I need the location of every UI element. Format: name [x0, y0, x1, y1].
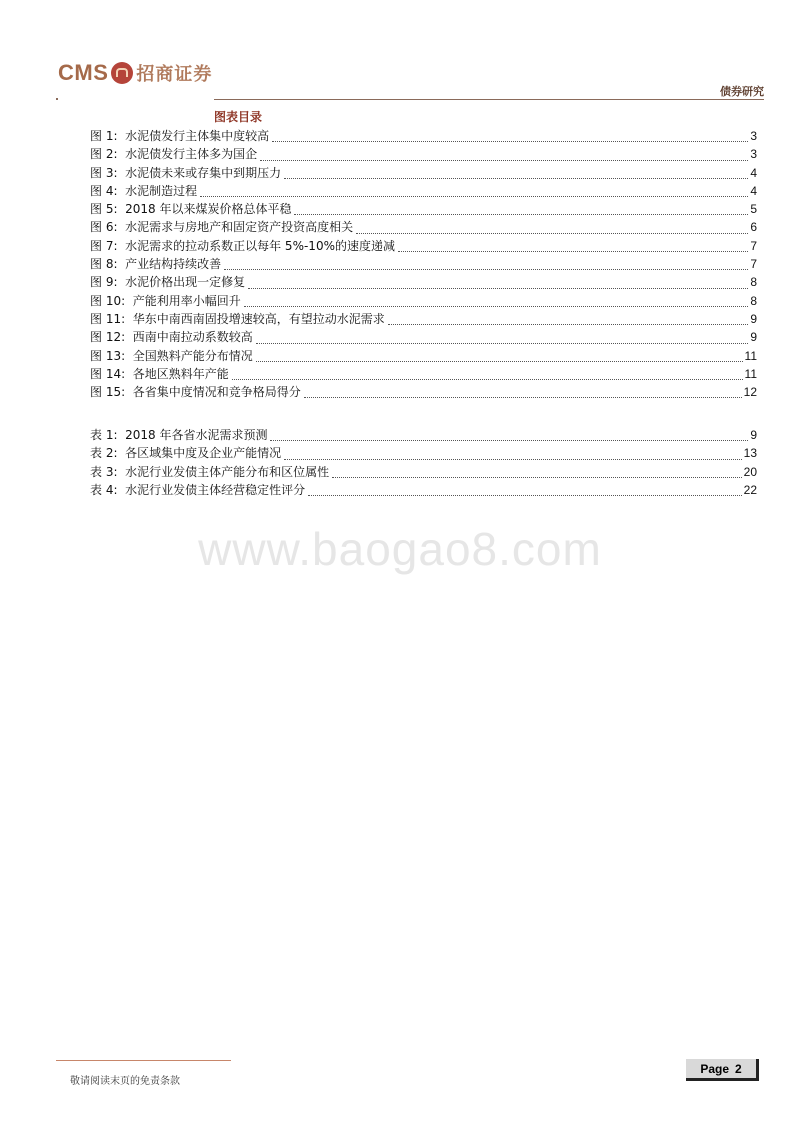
page-number: 2 [735, 1061, 742, 1076]
toc-leader [294, 214, 748, 215]
toc-entry-page: 11 [744, 366, 757, 381]
toc-entry-figure-15[interactable] [90, 383, 757, 401]
toc-leader [332, 477, 742, 478]
toc-entry-page: 11 [744, 348, 757, 363]
toc-entry-label: 图 8: 产业结构持续改善 [90, 257, 222, 272]
toc-leader [224, 269, 748, 270]
toc-leader [260, 160, 748, 161]
toc-entry-page: 9 [750, 428, 757, 442]
toc-entry-label: 图 10: 产能利用率小幅回升 [90, 293, 241, 308]
toc-entry-label: 图 4: 水泥制造过程 [90, 183, 198, 198]
toc-entry-figure-1[interactable] [90, 127, 757, 145]
document-type: 债券研究 [720, 85, 764, 98]
toc-leader [270, 440, 748, 441]
toc-leader [232, 379, 743, 380]
toc-leader [248, 288, 748, 289]
toc-entry-figure-7[interactable] [90, 237, 757, 255]
toc-entry-page: 7 [750, 257, 757, 272]
toc-entry-label: 表 2: 各区域集中度及企业产能情况 [90, 446, 282, 461]
toc-entry-figure-6[interactable] [90, 218, 757, 236]
toc-entry-label: 图 2: 水泥债发行主体多为国企 [90, 147, 258, 162]
toc-entry-label: 图 6: 水泥需求与房地产和固定资产投资高度相关 [90, 220, 354, 235]
page-indicator [686, 1059, 759, 1081]
toc-entry-label: 图 11: 华东中南西南固投增速较高，有望拉动水泥需求 [90, 311, 385, 326]
toc-entry-figure-8[interactable] [90, 255, 757, 273]
toc-entry-figure-10[interactable] [90, 292, 757, 310]
toc-leader [256, 361, 743, 362]
toc-entry-table-3[interactable] [90, 463, 757, 481]
toc-leader [388, 324, 749, 325]
toc-entry-label: 图 13: 全国熟料产能分布情况 [90, 348, 253, 363]
toc-entry-figure-9[interactable] [90, 273, 757, 291]
toc-entry-page: 22 [743, 482, 757, 497]
toc-leader [284, 178, 748, 179]
toc-entry-label: 图 5: 2018 年以来煤炭价格总体平稳 [90, 202, 292, 217]
company-logo [58, 60, 212, 86]
toc-entry-page: 9 [750, 311, 757, 326]
toc-entry-table-4[interactable] [90, 481, 757, 499]
footer-divider [56, 1060, 231, 1061]
toc-entry-figure-11[interactable] [90, 310, 757, 328]
toc-entry-label: 图 1: 水泥债发行主体集中度较高 [90, 129, 270, 143]
toc-entry-page: 9 [750, 330, 757, 345]
toc-entry-page: 8 [750, 275, 757, 290]
toc-entry-page: 8 [750, 293, 757, 308]
toc-leader [398, 251, 748, 252]
toc-entry-label: 图 3: 水泥债未来或存集中到期压力 [90, 165, 282, 180]
toc-entry-table-1[interactable] [90, 426, 757, 444]
toc-entry-page: 4 [750, 165, 757, 180]
toc-entry-page: 20 [743, 464, 757, 479]
toc-entry-page: 6 [750, 220, 757, 235]
toc-leader [244, 306, 749, 307]
toc-leader [200, 196, 748, 197]
watermark: www.baogao8.com [198, 523, 602, 575]
toc-title: 图表目录 [214, 110, 263, 124]
logo-mark-icon [111, 62, 133, 84]
toc-leader [356, 233, 748, 234]
toc-entry-page: 7 [750, 238, 757, 253]
toc-entry-figure-14[interactable] [90, 365, 757, 383]
toc-entry-page: 3 [750, 147, 757, 162]
toc-entry-label: 图 14: 各地区熟料年产能 [90, 366, 229, 381]
disclaimer-note: 敬请阅读末页的免责条款 [70, 1076, 180, 1087]
toc-entry-figure-5[interactable] [90, 200, 757, 218]
toc-entry-table-2[interactable] [90, 444, 757, 462]
header-dot [56, 98, 58, 100]
toc-entry-figure-3[interactable] [90, 164, 757, 182]
figure-list [90, 127, 757, 401]
toc-entry-label: 表 3: 水泥行业发债主体产能分布和区位属性 [90, 464, 330, 479]
toc-entry-page: 12 [743, 385, 757, 400]
toc-entry-page: 5 [750, 202, 757, 217]
toc-leader [272, 141, 748, 142]
toc-entry-label: 图 9: 水泥价格出现一定修复 [90, 275, 246, 290]
toc-entry-figure-4[interactable] [90, 182, 757, 200]
toc-entry-label: 图 7: 水泥需求的拉动系数正以每年 5%-10%的速度递减 [90, 238, 395, 253]
toc-entry-label: 表 1: 2018 年各省水泥需求预测 [90, 428, 268, 442]
toc-leader [308, 495, 742, 496]
toc-entry-label: 图 12: 西南中南拉动系数较高 [90, 330, 253, 345]
toc-entry-figure-13[interactable] [90, 347, 757, 365]
toc-entry-figure-2[interactable] [90, 145, 757, 163]
toc-entry-page: 4 [750, 183, 757, 198]
toc-entry-figure-12[interactable] [90, 328, 757, 346]
toc-leader [304, 397, 742, 398]
toc-entry-label: 表 4: 水泥行业发债主体经营稳定性评分 [90, 482, 306, 497]
toc-entry-page: 13 [743, 446, 757, 461]
table-list [90, 426, 757, 499]
logo-chinese-name: 招商证券 [136, 64, 213, 85]
toc-leader [256, 343, 749, 344]
page-label: Page [700, 1061, 729, 1076]
toc-entry-label: 图 15: 各省集中度情况和竞争格局得分 [90, 385, 301, 400]
toc-entry-page: 3 [750, 129, 757, 143]
toc-leader [284, 459, 742, 460]
header-divider [214, 99, 764, 100]
logo-text: CMS [58, 60, 109, 85]
